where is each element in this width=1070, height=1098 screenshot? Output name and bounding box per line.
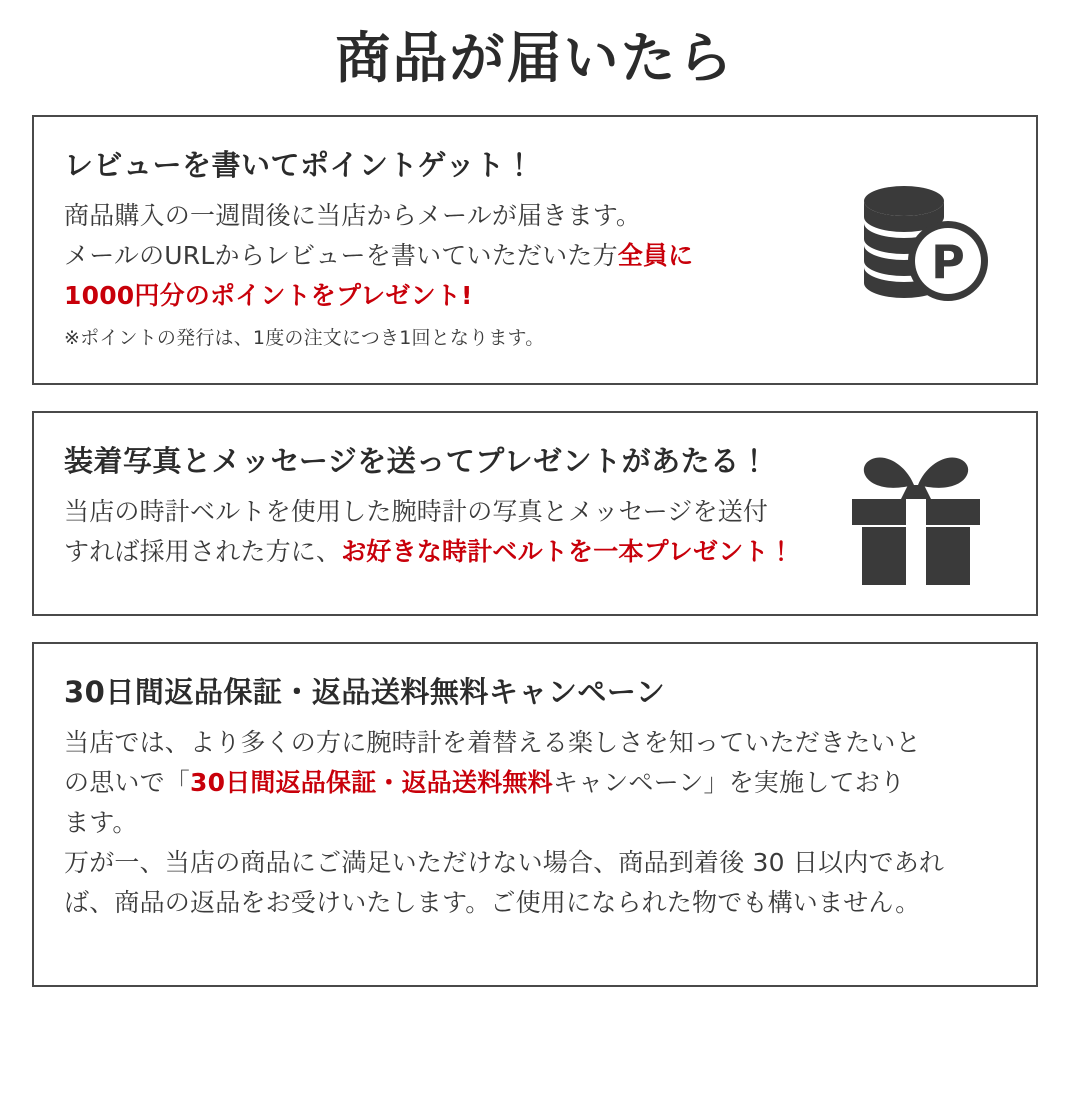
body-line (64, 844, 1024, 882)
card-review-points-text (64, 147, 864, 350)
body-line (64, 804, 1024, 842)
body-segment-emphasis: 30日間返品保証・返品送料無料 (190, 767, 553, 797)
body-segment: ます。 (64, 807, 138, 837)
body-line (64, 493, 874, 531)
card-review-points-body (64, 197, 864, 315)
body-line (64, 533, 874, 571)
body-segment: ば、商品の返品をお受けいたします。ご使用になられた物でも構いません。 (64, 887, 921, 917)
card-review-points-note: ※ポイントの発行は、1度の注文につき1回となります。 (64, 326, 545, 349)
body-segment: キャンペーン」を実施しており (552, 767, 906, 797)
gift-box-icon (836, 443, 996, 593)
promo-page (0, 28, 1070, 1098)
body-segment: メールのURLからレビューを書いていただいた方 (64, 240, 618, 270)
body-segment: 商品購入の一週間後に当店からメールが届きます。 (64, 200, 642, 230)
body-segment-emphasis: お好きな時計ベルトを一本プレゼント！ (341, 536, 794, 566)
card-return-guarantee-heading: 30日間返品保証・返品送料無料キャンペーン (64, 674, 666, 709)
body-line (64, 764, 1024, 802)
body-line (64, 197, 864, 235)
body-line (64, 277, 864, 315)
body-line (64, 237, 864, 275)
card-return-guarantee-text (64, 674, 1024, 922)
body-segment: 当店の時計ベルトを使用した腕時計の写真とメッセージを送付 (64, 496, 769, 526)
svg-text:P: P (931, 234, 965, 289)
body-segment: 万が一、当店の商品にご満足いただけない場合、商品到着後 30 日以内であれ (64, 847, 945, 877)
body-segment-emphasis: 1000円分のポイントをプレゼント! (64, 280, 473, 310)
body-line (64, 884, 1024, 922)
body-segment-emphasis: 全員に (617, 240, 694, 270)
coins-p-icon (842, 177, 992, 317)
body-segment: の思いで「 (64, 767, 191, 797)
card-return-guarantee-body (64, 724, 1024, 922)
page-title: 商品が届いたら (335, 26, 735, 90)
card-photo-present-body (64, 493, 874, 571)
card-photo-present (32, 411, 1038, 616)
card-review-points-heading: レビューを書いてポイントゲット！ (64, 147, 535, 182)
card-return-guarantee (32, 642, 1038, 987)
body-line (64, 724, 1024, 762)
body-segment: すれば採用された方に、 (64, 536, 342, 566)
card-photo-present-text (64, 443, 874, 571)
body-segment: 当店では、より多くの方に腕時計を着替える楽しさを知っていただきたいと (64, 727, 921, 757)
card-photo-present-heading: 装着写真とメッセージを送ってプレゼントがあたる！ (64, 443, 770, 478)
card-review-points (32, 115, 1038, 385)
